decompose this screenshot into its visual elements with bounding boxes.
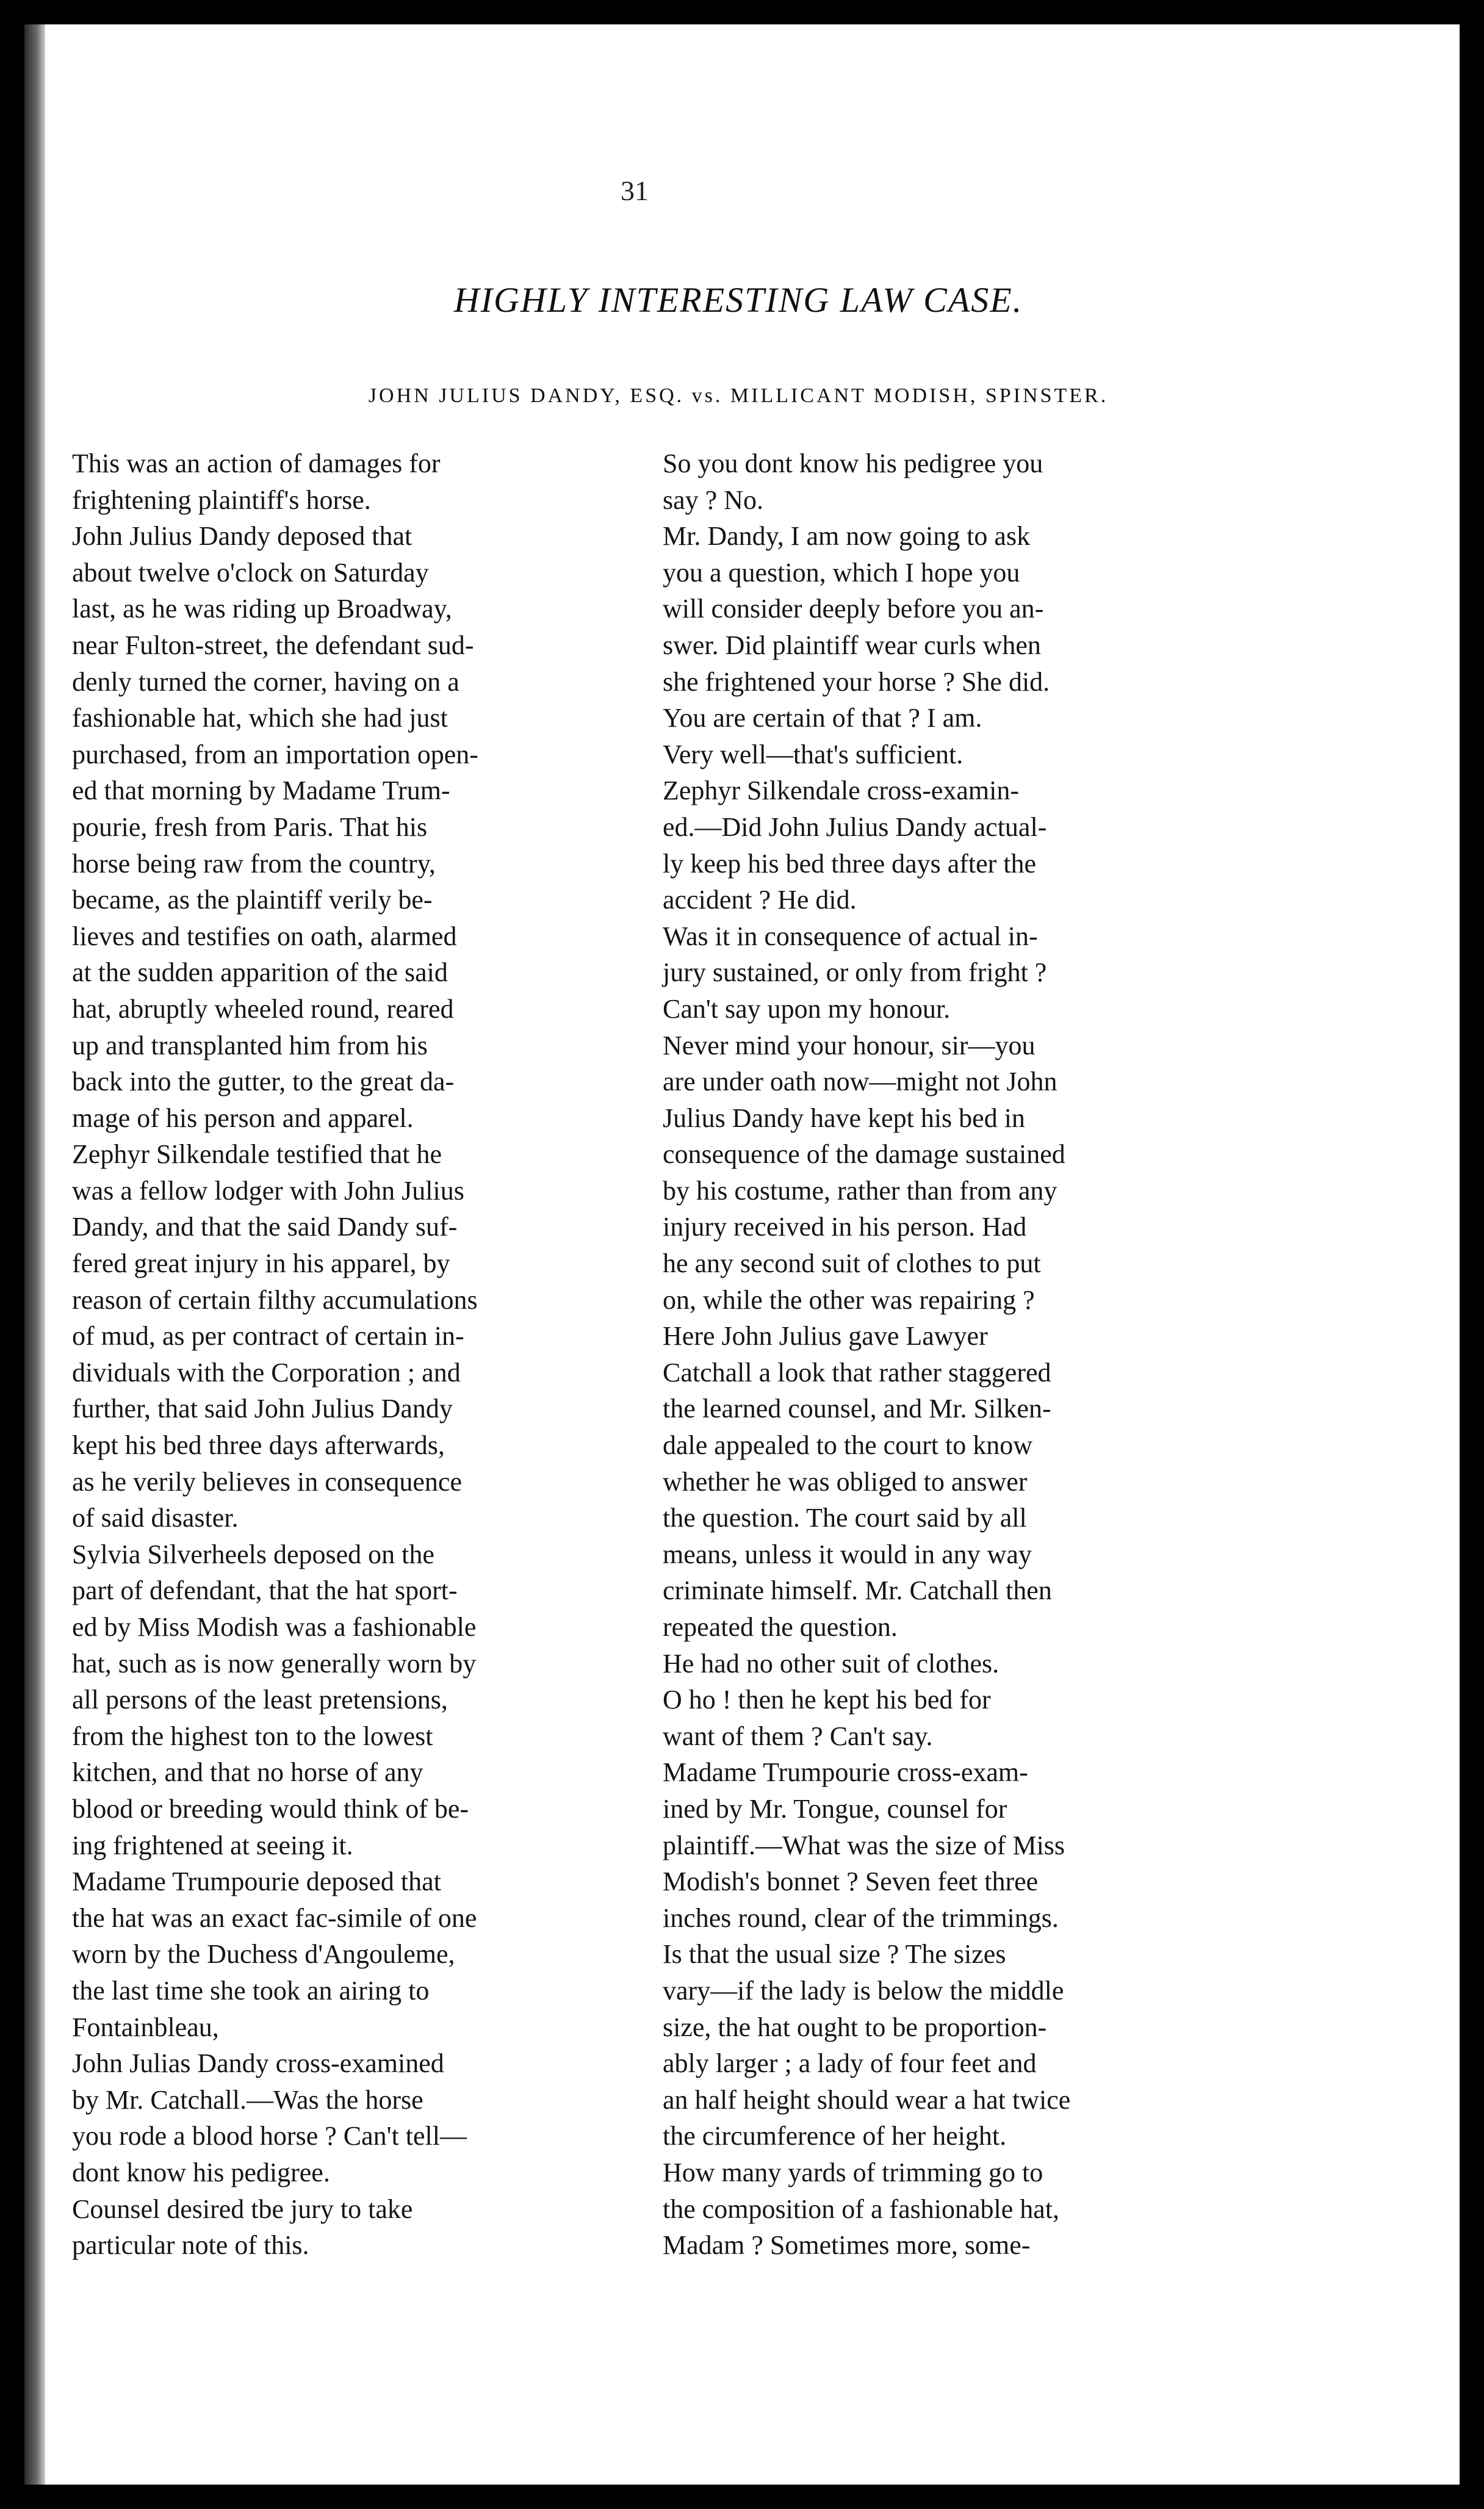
text-line: Julius Dandy have kept his bed in — [663, 1103, 1025, 1133]
text-line: blood or breeding would think of be- — [72, 1793, 469, 1824]
text-line: as he verily believes in consequence — [72, 1466, 462, 1497]
text-line: the learned counsel, and Mr. Silken- — [663, 1394, 1051, 1424]
text-line: John Julias Dandy cross-examined — [72, 2048, 444, 2079]
left-text-column — [72, 445, 621, 2264]
text-line: last, as he was riding up Broadway, — [72, 594, 452, 624]
text-line: Modish's bonnet ? Seven feet three — [663, 1866, 1039, 1897]
text-line: up and transplanted him from his — [72, 1030, 428, 1060]
text-line: Catchall a look that rather staggered — [663, 1357, 1051, 1388]
text-line: say ? No. — [663, 484, 763, 515]
page-edge-shadow — [24, 24, 45, 2485]
text-line: Zephyr Silkendale cross-examin- — [663, 776, 1020, 806]
text-line: from the highest ton to the lowest — [72, 1721, 433, 1751]
text-line: Madame Trumpourie cross-exam- — [663, 1757, 1028, 1788]
text-line: became, as the plaintiff verily be- — [72, 885, 433, 915]
text-line: vary—if the lady is below the middle — [663, 1975, 1064, 2006]
text-line: jury sustained, or only from fright ? — [663, 957, 1047, 988]
text-line: kept his bed three days afterwards, — [72, 1430, 445, 1461]
text-line: criminate himself. Mr. Catchall then — [663, 1575, 1052, 1606]
text-line: kitchen, and that no horse of any — [72, 1757, 423, 1788]
text-line: ed by Miss Modish was a fashionable — [72, 1612, 477, 1642]
text-line: This was an action of damages for — [72, 448, 441, 478]
text-line: repeated the question. — [663, 1612, 898, 1642]
text-line: Madam ? Sometimes more, some- — [663, 2230, 1031, 2261]
text-line: back into the gutter, to the great da- — [72, 1067, 455, 1097]
text-line: worn by the Duchess d'Angouleme, — [72, 1939, 455, 1970]
text-line: lieves and testifies on oath, alarmed — [72, 921, 457, 951]
article-title: HIGHLY INTERESTING LAW CASE. — [453, 280, 1023, 320]
text-line: Madame Trumpourie deposed that — [72, 1866, 441, 1897]
text-line: of mud, as per contract of certain in- — [72, 1321, 464, 1352]
text-line: fered great injury in his apparel, by — [72, 1248, 450, 1279]
text-line: Counsel desired tbe jury to take — [72, 2194, 413, 2224]
text-line: ined by Mr. Tongue, counsel for — [663, 1793, 1007, 1824]
text-line: So you dont know his pedigree you — [663, 448, 1043, 478]
text-line: hat, such as is now generally worn by — [72, 1648, 477, 1679]
text-line: about twelve o'clock on Saturday — [72, 557, 429, 588]
text-line: whether he was obliged to answer — [663, 1466, 1028, 1497]
text-line: fashionable hat, which she had just — [72, 703, 448, 733]
text-line: How many yards of trimming go to — [663, 2157, 1043, 2187]
text-line: the last time she took an airing to — [72, 1975, 430, 2006]
text-line: ed.—Did John Julius Dandy actual- — [663, 812, 1047, 842]
text-line: the circumference of her height. — [663, 2121, 1007, 2151]
text-line: part of defendant, that the hat sport- — [72, 1575, 458, 1606]
text-line: pourie, fresh from Paris. That his — [72, 812, 428, 842]
text-line: He had no other suit of clothes. — [663, 1648, 1000, 1679]
text-line: all persons of the least pretensions, — [72, 1685, 448, 1715]
text-line: Mr. Dandy, I am now going to ask — [663, 521, 1031, 552]
text-line: plaintiff.—What was the size of Miss — [663, 1830, 1065, 1860]
text-line: at the sudden apparition of the said — [72, 957, 448, 988]
text-line: will consider deeply before you an- — [663, 594, 1044, 624]
text-line: size, the hat ought to be proportion- — [663, 2012, 1047, 2042]
right-text-column — [663, 445, 1248, 2264]
text-line: mage of his person and apparel. — [72, 1103, 414, 1133]
text-line: near Fulton-street, the defendant sud- — [72, 630, 474, 660]
text-line: are under oath now—might not John — [663, 1067, 1057, 1097]
text-line: dont know his pedigree. — [72, 2157, 330, 2187]
text-line: horse being raw from the country, — [72, 848, 436, 879]
text-line: ly keep his bed three days after the — [663, 848, 1037, 879]
text-line: Sylvia Silverheels deposed on the — [72, 1539, 434, 1569]
text-line: of said disaster. — [72, 1503, 239, 1533]
text-line: the question. The court said by all — [663, 1503, 1027, 1533]
text-line: purchased, from an importation open- — [72, 739, 478, 769]
text-line: further, that said John Julius Dandy — [72, 1394, 453, 1424]
text-line: denly turned the corner, having on a — [72, 666, 459, 697]
text-line: Is that the usual size ? The sizes — [663, 1939, 1006, 1970]
case-subtitle: JOHN JULIUS DANDY, ESQ. vs. MILLICANT MODISH, SPINSTER. — [368, 384, 1109, 407]
text-line: he any second suit of clothes to put — [663, 1248, 1041, 1279]
text-line: you rode a blood horse ? Can't tell— — [72, 2121, 467, 2151]
text-line: dividuals with the Corporation ; and — [72, 1357, 461, 1388]
text-line: the composition of a fashionable hat, — [663, 2194, 1060, 2224]
text-line: on, while the other was repairing ? — [663, 1284, 1035, 1315]
text-line: means, unless it would in any way — [663, 1539, 1032, 1569]
text-line: ably larger ; a lady of four feet and — [663, 2048, 1037, 2079]
text-line: Never mind your honour, sir—you — [663, 1030, 1036, 1060]
text-line: inches round, clear of the trimmings. — [663, 1902, 1059, 1933]
text-line: O ho ! then he kept his bed for — [663, 1685, 991, 1715]
scanned-page — [24, 24, 1460, 2485]
text-line: she frightened your horse ? She did. — [663, 666, 1050, 697]
text-line: by his costume, rather than from any — [663, 1175, 1057, 1206]
text-line: dale appealed to the court to know — [663, 1430, 1033, 1461]
text-line: Here John Julius gave Lawyer — [663, 1321, 988, 1352]
text-line: injury received in his person. Had — [663, 1212, 1027, 1242]
text-line: accident ? He did. — [663, 885, 857, 915]
text-line: reason of certain filthy accumulations — [72, 1284, 478, 1315]
text-line: Zephyr Silkendale testified that he — [72, 1139, 442, 1170]
text-line: Fontainbleau, — [72, 2012, 219, 2042]
text-line: by Mr. Catchall.—Was the horse — [72, 2084, 423, 2115]
text-line: swer. Did plaintiff wear curls when — [663, 630, 1041, 660]
text-line: an half height should wear a hat twice — [663, 2084, 1071, 2115]
text-line: you a question, which I hope you — [663, 557, 1020, 588]
text-line: was a fellow lodger with John Julius — [72, 1175, 464, 1206]
text-line: the hat was an exact fac-simile of one — [72, 1902, 477, 1933]
text-line: Very well—that's sufficient. — [663, 739, 964, 769]
text-line: consequence of the damage sustained — [663, 1139, 1065, 1170]
text-line: John Julius Dandy deposed that — [72, 521, 412, 552]
text-line: frightening plaintiff's horse. — [72, 484, 371, 515]
text-line: Can't say upon my honour. — [663, 993, 951, 1024]
text-line: hat, abruptly wheeled round, reared — [72, 993, 454, 1024]
text-line: Dandy, and that the said Dandy suf- — [72, 1212, 458, 1242]
text-line: You are certain of that ? I am. — [663, 703, 982, 733]
text-line: ed that morning by Madame Trum- — [72, 776, 450, 806]
text-line: want of them ? Can't say. — [663, 1721, 933, 1751]
text-line: particular note of this. — [72, 2230, 309, 2261]
text-line: ing frightened at seeing it. — [72, 1830, 353, 1860]
text-line: Was it in consequence of actual in- — [663, 921, 1038, 951]
page-number: 31 — [621, 175, 649, 206]
